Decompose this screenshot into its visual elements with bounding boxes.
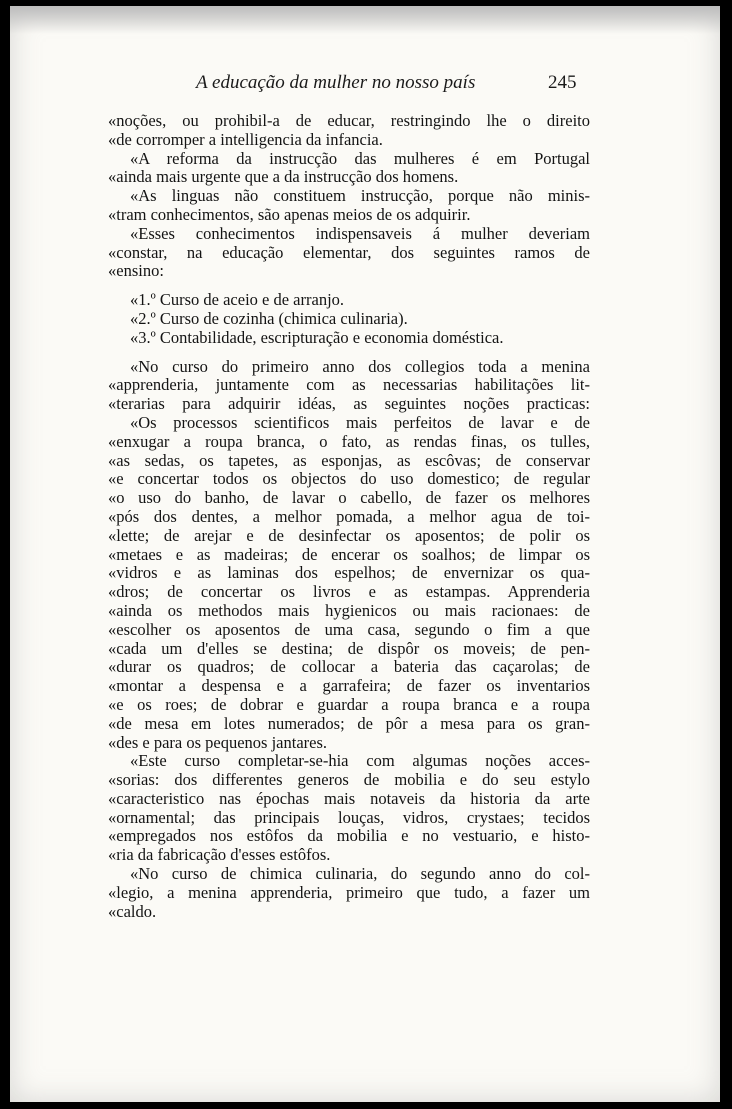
body-text xyxy=(108,112,590,921)
text-line: «pós dos dentes, a melhor pomada, a melhor agua de toi- xyxy=(108,506,590,526)
text-line: «de mesa em lotes numerados; de pôr a mesa para os gran- xyxy=(108,713,590,733)
text-line: «ornamental; das principais louças, vidros, crystaes; tecidos xyxy=(108,807,590,827)
text-line: «caracteristico nas épochas mais notaveis da historia da arte xyxy=(108,788,590,808)
text-line: «ainda mais urgente que a da instrucção dos homens. xyxy=(108,167,459,187)
text-line: «enxugar a roupa branca, o fato, as rendas finas, os tulles, xyxy=(108,431,590,451)
text-line: «des e para os pequenos jantares. xyxy=(108,732,328,752)
text-line: «Esses conhecimentos indispensaveis á mulher deveriam xyxy=(130,223,590,243)
text-line: «caldo. xyxy=(108,901,157,921)
text-line: «e concertar todos os objectos do uso domestico; de regular xyxy=(108,469,590,489)
text-line: «As linguas não constituem instrucção, porque não minis- xyxy=(130,186,590,206)
text-line: «A reforma da instrucção das mulheres é em Portugal xyxy=(130,148,590,168)
list-item: «1.º Curso de aceio e de arranjo. xyxy=(130,290,345,310)
running-header: A educação da mulher no nosso país xyxy=(196,72,476,93)
text-line: «metaes e as madeiras; de encerar os soalhos; de limpar os xyxy=(108,544,590,564)
text-line: «Os processos scientificos mais perfeitos de lavar e de xyxy=(130,412,590,432)
text-line: «terarias para adquirir idéas, as seguintes noções practicas: xyxy=(108,394,590,414)
text-line: «lette; de arejar e de desinfectar os aposentos; de polir os xyxy=(108,525,590,545)
text-line: «noções, ou prohibil-a de educar, restringindo lhe o direito xyxy=(108,111,590,130)
text-line: «No curso de chimica culinaria, do segundo anno do col- xyxy=(130,864,590,884)
list-item: «2.º Curso de cozinha (chimica culinaria). xyxy=(130,308,408,328)
text-line: «as sedas, os tapetes, as esponjas, as escôvas; de conservar xyxy=(108,450,590,470)
text-line: «apprenderia, juntamente com as necessarias habilitações lit- xyxy=(108,375,590,395)
text-line: «vidros e as laminas dos espelhos; de envernizar os qua- xyxy=(108,563,590,583)
text-line: «escolher os aposentos de uma casa, segundo o fim a que xyxy=(108,619,590,639)
text-line: «durar os quadros; de collocar a bateria das caçarolas; de xyxy=(108,657,590,677)
text-line: «tram conhecimentos, são apenas meios de os adquirir. xyxy=(108,204,471,224)
text-line: «sorias: dos differentes generos de mobilia e do seu estylo xyxy=(108,770,590,790)
text-line: «ainda os methodos mais hygienicos ou mais racionaes: de xyxy=(108,600,590,620)
text-line: «No curso do primeiro anno dos collegios toda a menina xyxy=(130,356,590,376)
text-line: «constar, na educação elementar, dos seguintes ramos de xyxy=(108,242,590,262)
text-line: «empregados nos estôfos da mobilia e no vestuario, e histo- xyxy=(108,826,590,846)
text-line: «ria da fabricação d'esses estôfos. xyxy=(108,845,331,865)
text-line: «de corromper a intelligencia da infancia. xyxy=(108,129,383,149)
book-page xyxy=(10,6,720,1102)
text-line: «cada um d'elles se destina; de dispôr os moveis; de pen- xyxy=(108,638,590,658)
text-line: «Este curso completar-se-hia com algumas noções acces- xyxy=(130,751,590,771)
text-line: «montar a despensa e a garrafeira; de fazer os inventarios xyxy=(108,676,590,696)
text-line: «dros; de concertar os livros e as estampas. Apprenderia xyxy=(108,582,590,602)
text-line: «e os roes; de dobrar e guardar a roupa branca e a roupa xyxy=(108,694,590,714)
text-line: «o uso do banho, de lavar o cabello, de fazer os melhores xyxy=(108,488,590,508)
list-item: «3.º Contabilidade, escripturação e economia doméstica. xyxy=(130,327,504,347)
page-number: 245 xyxy=(548,72,577,93)
text-line: «ensino: xyxy=(108,261,164,281)
text-line: «legio, a menina apprenderia, primeiro que tudo, a fazer um xyxy=(108,882,590,902)
